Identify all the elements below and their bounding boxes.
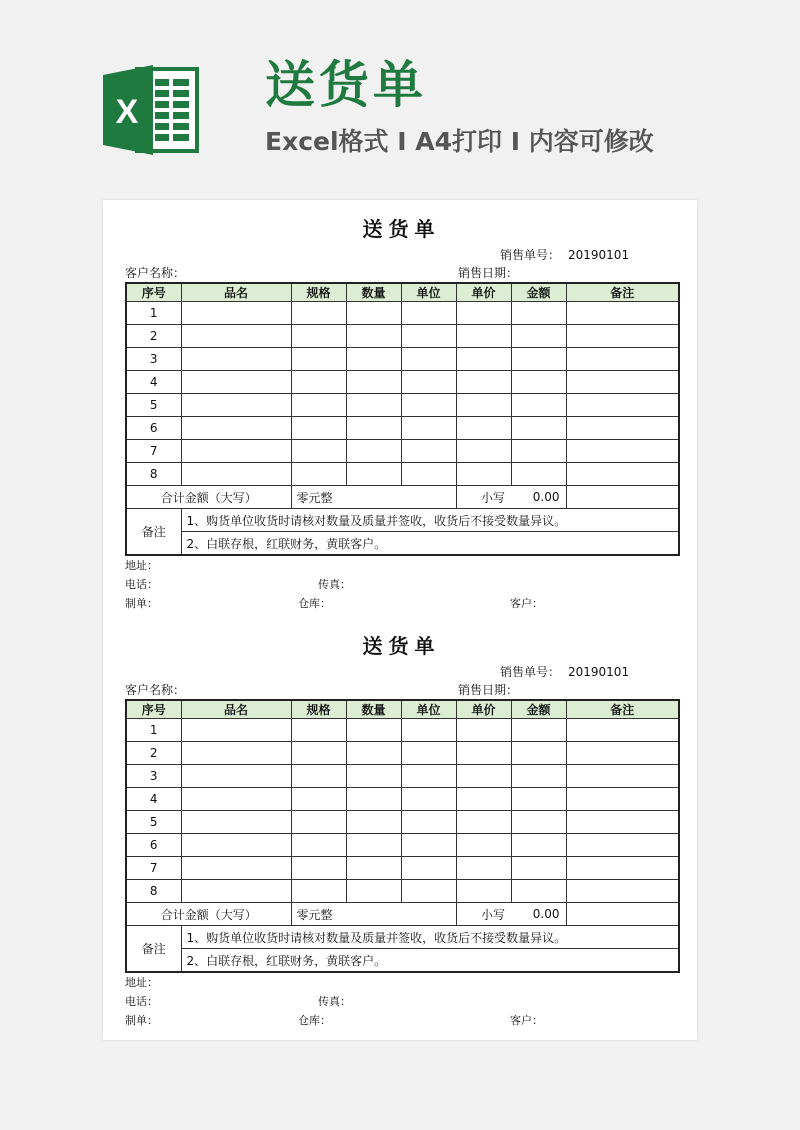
remarks-row [126, 949, 679, 973]
table-cell[interactable] [511, 463, 566, 486]
sales-date-label: 销售日期： [458, 683, 519, 697]
table-cell[interactable] [181, 719, 291, 742]
form-title: 送货单 [362, 634, 441, 658]
warehouse-label: 仓库： [298, 1014, 331, 1027]
remarks-label: 备注 [126, 509, 181, 556]
table-row [126, 371, 679, 394]
customer-name-label: 客户名称： [125, 266, 186, 280]
sales-number-row [125, 663, 678, 681]
table-cell[interactable] [346, 417, 401, 440]
table-cell[interactable] [511, 371, 566, 394]
table-cell[interactable] [181, 394, 291, 417]
table-cell[interactable] [346, 348, 401, 371]
table-cell[interactable] [401, 302, 456, 325]
delivery-form-1 [125, 212, 678, 613]
sales-number-row [125, 246, 678, 264]
column-header: 单价 [456, 700, 511, 719]
table-cell[interactable] [511, 440, 566, 463]
table-cell[interactable] [511, 719, 566, 742]
items-table [125, 282, 680, 556]
column-header: 规格 [291, 700, 346, 719]
table-cell[interactable] [291, 463, 346, 486]
table-row [126, 880, 679, 903]
row-number: 1 [126, 719, 181, 742]
table-row [126, 417, 679, 440]
table-row [126, 348, 679, 371]
table-cell[interactable] [511, 394, 566, 417]
table-cell[interactable] [566, 348, 679, 371]
table-cell[interactable] [456, 834, 511, 857]
column-header: 品名 [181, 700, 291, 719]
table-cell[interactable] [291, 742, 346, 765]
table-cell[interactable] [291, 719, 346, 742]
subtotal-value[interactable]: 0.00 [511, 486, 566, 509]
phone-label: 电话： [125, 995, 158, 1008]
table-cell[interactable] [401, 719, 456, 742]
table-cell[interactable] [456, 394, 511, 417]
table-cell[interactable] [566, 417, 679, 440]
table-cell[interactable] [511, 302, 566, 325]
table-cell[interactable] [346, 325, 401, 348]
table-row [126, 834, 679, 857]
row-number: 5 [126, 811, 181, 834]
table-cell[interactable] [291, 371, 346, 394]
table-cell[interactable] [346, 811, 401, 834]
table-cell[interactable] [181, 834, 291, 857]
table-cell[interactable] [401, 440, 456, 463]
row-number: 6 [126, 834, 181, 857]
table-row [126, 719, 679, 742]
table-cell[interactable] [181, 371, 291, 394]
phone-label: 电话： [125, 578, 158, 591]
column-header: 单价 [456, 283, 511, 302]
table-cell[interactable] [456, 325, 511, 348]
table-cell[interactable] [456, 371, 511, 394]
fax-label: 传真： [318, 578, 351, 591]
table-cell[interactable] [566, 719, 679, 742]
contact-row [125, 575, 678, 594]
table-cell[interactable] [566, 302, 679, 325]
table-cell[interactable] [291, 440, 346, 463]
subtotal-label: 小写 [456, 486, 511, 509]
row-number: 7 [126, 440, 181, 463]
table-cell[interactable] [511, 325, 566, 348]
column-header: 金额 [511, 700, 566, 719]
table-cell[interactable] [401, 394, 456, 417]
table-cell[interactable] [346, 857, 401, 880]
remarks-row [126, 926, 679, 949]
table-cell[interactable] [346, 371, 401, 394]
table-cell[interactable] [511, 417, 566, 440]
table-cell[interactable] [456, 880, 511, 903]
table-row [126, 302, 679, 325]
address-label: 地址： [125, 559, 158, 572]
table-cell[interactable] [566, 486, 679, 509]
row-number: 1 [126, 302, 181, 325]
table-row [126, 440, 679, 463]
table-cell[interactable] [181, 417, 291, 440]
contact-row [125, 992, 678, 1011]
table-cell[interactable] [181, 811, 291, 834]
table-cell[interactable] [511, 348, 566, 371]
table-cell[interactable] [456, 463, 511, 486]
client-label: 客户： [510, 1014, 543, 1027]
form-title: 送货单 [362, 217, 441, 241]
delivery-form-2 [125, 629, 678, 1030]
row-number: 4 [126, 788, 181, 811]
column-header: 备注 [566, 700, 679, 719]
total-row [126, 486, 679, 509]
table-cell[interactable] [456, 765, 511, 788]
table-cell[interactable] [346, 765, 401, 788]
row-number: 3 [126, 348, 181, 371]
banner-subtitle: Excel格式 I A4打印 I 内容可修改 [265, 127, 654, 156]
table-cell[interactable] [401, 742, 456, 765]
total-in-words[interactable]: 零元整 [291, 903, 456, 926]
customer-row [125, 681, 678, 699]
table-cell[interactable] [181, 463, 291, 486]
sales-number-value[interactable]: 20190101 [568, 665, 630, 679]
subtotal-value[interactable]: 0.00 [511, 903, 566, 926]
table-cell[interactable] [401, 857, 456, 880]
remark-line: 2、白联存根，红联财务，黄联客户。 [181, 949, 679, 973]
remarks-row [126, 509, 679, 532]
table-cell[interactable] [346, 742, 401, 765]
table-cell[interactable] [511, 857, 566, 880]
table-cell[interactable] [346, 394, 401, 417]
table-cell[interactable] [346, 880, 401, 903]
items-table [125, 699, 680, 973]
customer-row [125, 264, 678, 282]
warehouse-label: 仓库： [298, 597, 331, 610]
table-cell[interactable] [456, 417, 511, 440]
logo-letter: X [115, 93, 139, 131]
table-cell[interactable] [566, 371, 679, 394]
table-cell[interactable] [291, 857, 346, 880]
table-header-row [126, 700, 679, 719]
remarks-row [126, 532, 679, 556]
column-header: 序号 [126, 283, 181, 302]
column-header: 备注 [566, 283, 679, 302]
table-cell[interactable] [291, 880, 346, 903]
table-cell[interactable] [511, 765, 566, 788]
table-cell[interactable] [456, 742, 511, 765]
customer-name-label: 客户名称： [125, 683, 186, 697]
table-cell[interactable] [181, 302, 291, 325]
table-cell[interactable] [511, 811, 566, 834]
table-cell[interactable] [291, 302, 346, 325]
row-number: 3 [126, 765, 181, 788]
table-cell[interactable] [346, 440, 401, 463]
table-cell[interactable] [181, 880, 291, 903]
sales-number-value[interactable]: 20190101 [568, 248, 630, 262]
table-header-row [126, 283, 679, 302]
table-cell[interactable] [346, 463, 401, 486]
row-number: 2 [126, 742, 181, 765]
table-cell[interactable] [346, 788, 401, 811]
table-row [126, 811, 679, 834]
total-row [126, 903, 679, 926]
row-number: 7 [126, 857, 181, 880]
table-cell[interactable] [566, 325, 679, 348]
table-cell[interactable] [181, 742, 291, 765]
table-cell[interactable] [566, 880, 679, 903]
table-row [126, 857, 679, 880]
signature-row [125, 1011, 678, 1030]
row-number: 4 [126, 371, 181, 394]
table-cell[interactable] [511, 788, 566, 811]
sales-number-label: 销售单号： [500, 248, 561, 262]
table-cell[interactable] [511, 834, 566, 857]
table-cell[interactable] [566, 857, 679, 880]
column-header: 数量 [346, 283, 401, 302]
table-cell[interactable] [401, 371, 456, 394]
table-cell[interactable] [456, 788, 511, 811]
table-cell[interactable] [346, 719, 401, 742]
fax-label: 传真： [318, 995, 351, 1008]
table-cell[interactable] [566, 788, 679, 811]
table-cell[interactable] [346, 834, 401, 857]
total-in-words[interactable]: 零元整 [291, 486, 456, 509]
subtotal-label: 小写 [456, 903, 511, 926]
row-number: 6 [126, 417, 181, 440]
table-cell[interactable] [401, 417, 456, 440]
table-cell[interactable] [511, 880, 566, 903]
total-label: 合计金额（大写） [126, 903, 291, 926]
table-cell[interactable] [566, 903, 679, 926]
table-cell[interactable] [291, 765, 346, 788]
excel-logo-icon [103, 65, 201, 155]
row-number: 2 [126, 325, 181, 348]
remarks-label: 备注 [126, 926, 181, 973]
table-cell[interactable] [456, 302, 511, 325]
table-cell[interactable] [456, 440, 511, 463]
sales-date-label: 销售日期： [458, 266, 519, 280]
table-cell[interactable] [181, 788, 291, 811]
table-cell[interactable] [181, 325, 291, 348]
paper-sheet [103, 200, 697, 1040]
table-cell[interactable] [401, 463, 456, 486]
table-cell[interactable] [181, 857, 291, 880]
table-cell[interactable] [401, 348, 456, 371]
column-header: 单位 [401, 700, 456, 719]
address-row [125, 973, 678, 992]
table-cell[interactable] [291, 417, 346, 440]
table-cell[interactable] [291, 834, 346, 857]
column-header: 品名 [181, 283, 291, 302]
row-number: 5 [126, 394, 181, 417]
table-row [126, 765, 679, 788]
table-cell[interactable] [401, 880, 456, 903]
remark-line: 2、白联存根，红联财务，黄联客户。 [181, 532, 679, 556]
table-cell[interactable] [566, 811, 679, 834]
table-cell[interactable] [566, 834, 679, 857]
signature-row [125, 594, 678, 613]
maker-label: 制单： [125, 1014, 158, 1027]
table-cell[interactable] [181, 348, 291, 371]
table-row [126, 394, 679, 417]
table-cell[interactable] [181, 765, 291, 788]
table-cell[interactable] [401, 325, 456, 348]
table-cell[interactable] [566, 440, 679, 463]
table-cell[interactable] [566, 742, 679, 765]
table-cell[interactable] [456, 719, 511, 742]
row-number: 8 [126, 463, 181, 486]
sales-number-label: 销售单号： [500, 665, 561, 679]
remark-line: 1、购货单位收货时请核对数量及质量并签收，收货后不接受数量异议。 [181, 509, 679, 532]
table-row [126, 325, 679, 348]
table-cell[interactable] [181, 440, 291, 463]
address-row [125, 556, 678, 575]
table-cell[interactable] [291, 788, 346, 811]
table-cell[interactable] [566, 394, 679, 417]
table-cell[interactable] [456, 348, 511, 371]
table-cell[interactable] [566, 765, 679, 788]
column-header: 数量 [346, 700, 401, 719]
table-row [126, 788, 679, 811]
table-cell[interactable] [456, 857, 511, 880]
table-cell[interactable] [291, 394, 346, 417]
remark-line: 1、购货单位收货时请核对数量及质量并签收，收货后不接受数量异议。 [181, 926, 679, 949]
table-row [126, 463, 679, 486]
table-cell[interactable] [291, 348, 346, 371]
table-cell[interactable] [511, 742, 566, 765]
table-cell[interactable] [566, 463, 679, 486]
table-cell[interactable] [401, 811, 456, 834]
column-header: 单位 [401, 283, 456, 302]
address-label: 地址： [125, 976, 158, 989]
table-row [126, 742, 679, 765]
banner-title: 送货单 [265, 56, 427, 114]
table-cell[interactable] [346, 302, 401, 325]
column-header: 序号 [126, 700, 181, 719]
table-cell[interactable] [291, 325, 346, 348]
table-cell[interactable] [401, 788, 456, 811]
column-header: 规格 [291, 283, 346, 302]
column-header: 金额 [511, 283, 566, 302]
client-label: 客户： [510, 597, 543, 610]
table-cell[interactable] [456, 811, 511, 834]
total-label: 合计金额（大写） [126, 486, 291, 509]
table-cell[interactable] [291, 811, 346, 834]
table-cell[interactable] [401, 834, 456, 857]
row-number: 8 [126, 880, 181, 903]
table-cell[interactable] [401, 765, 456, 788]
maker-label: 制单： [125, 597, 158, 610]
